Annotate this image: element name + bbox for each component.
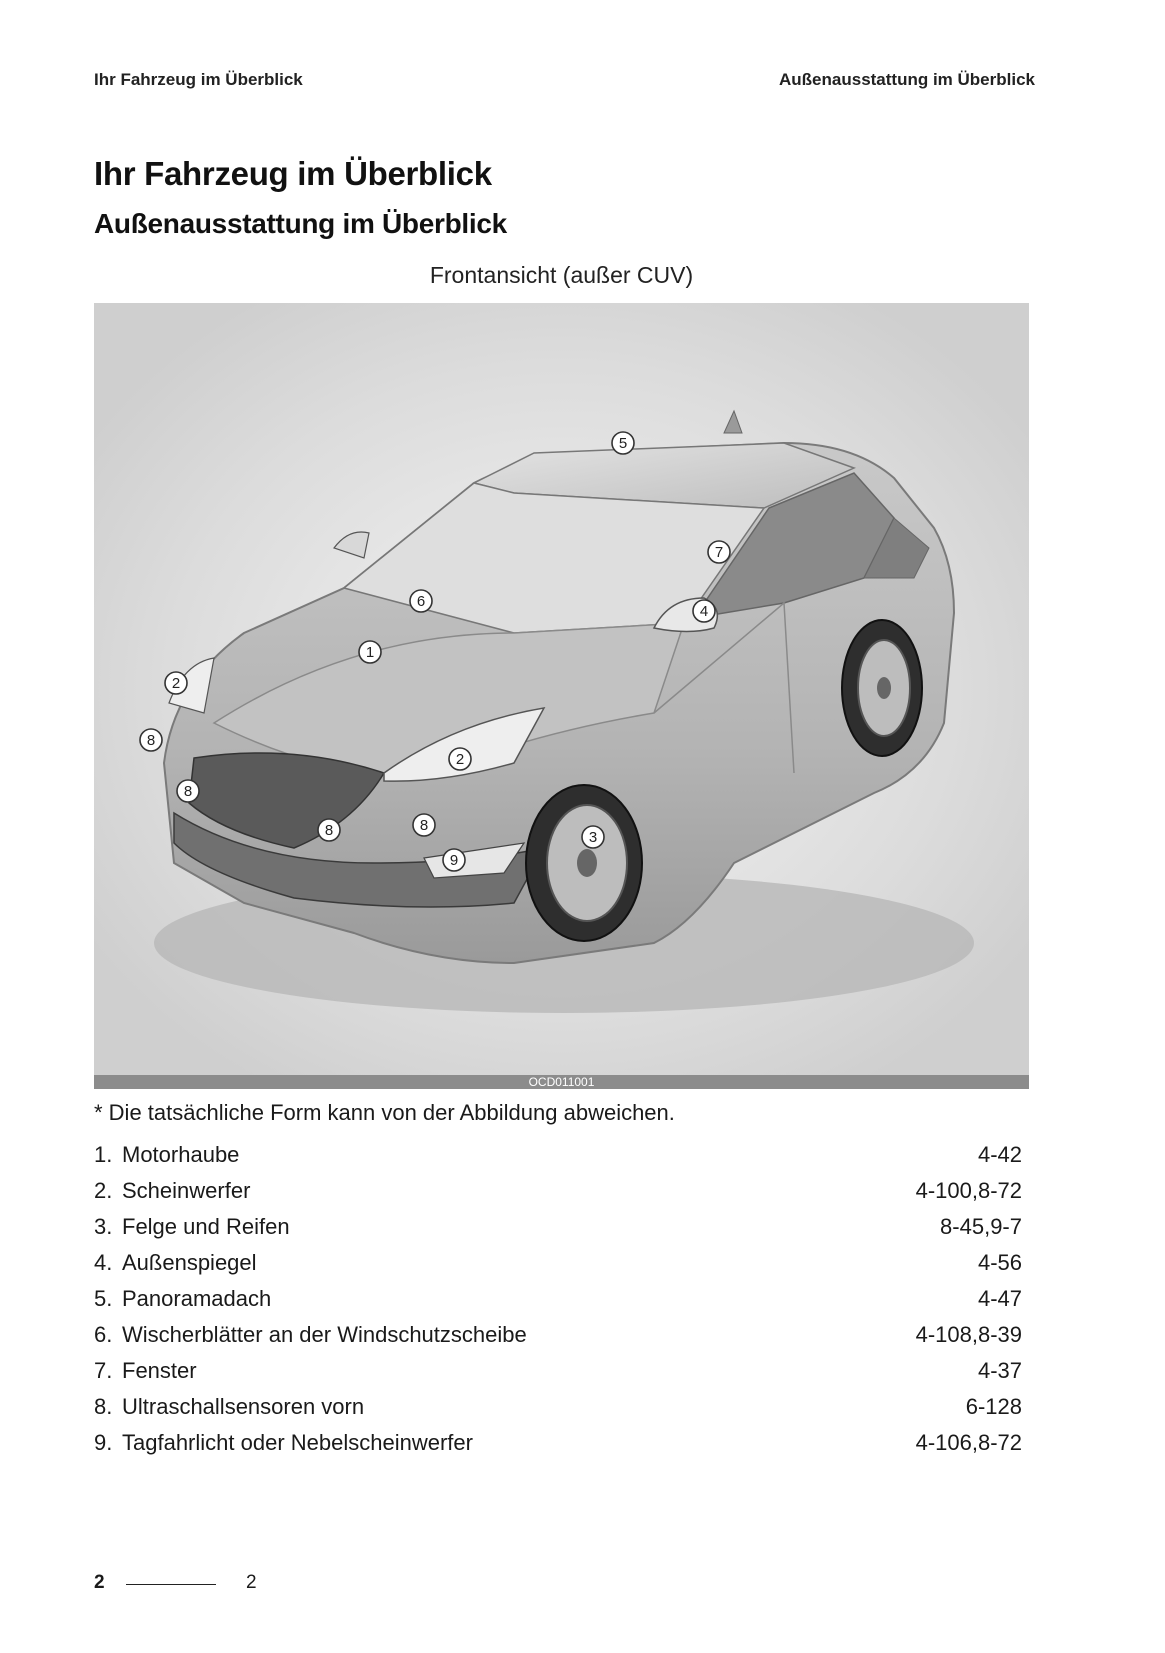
- callout-2-front: [449, 748, 471, 770]
- car-drawing: [94, 303, 1029, 1078]
- legend-item: [94, 1317, 1022, 1353]
- figure-code-bar: [94, 1075, 1029, 1089]
- legend-item: [94, 1209, 1022, 1245]
- legend-item: [94, 1281, 1022, 1317]
- footer-rule: [126, 1584, 216, 1585]
- vehicle-illustration: [94, 303, 1029, 1078]
- svg-text:8: 8: [146, 732, 156, 749]
- svg-text:3: 3: [588, 829, 598, 846]
- item-number: 5.: [94, 1286, 113, 1311]
- item-page-ref: 4-108,8-39: [915, 1322, 1022, 1347]
- svg-text:2: 2: [455, 751, 465, 768]
- item-label: Wischerblätter an der Windschutzscheibe: [122, 1322, 527, 1347]
- running-header-section: Außenausstattung im Überblick: [779, 70, 1035, 89]
- running-header: [94, 70, 1035, 94]
- item-page-ref: 8-45,9-7: [940, 1214, 1022, 1239]
- item-number: 9.: [94, 1430, 113, 1455]
- page-footer: [94, 1572, 294, 1598]
- item-number: 2.: [94, 1178, 113, 1203]
- page-number: 2: [94, 1572, 105, 1593]
- running-header-chapter: Ihr Fahrzeug im Überblick: [94, 70, 303, 89]
- parts-legend: [94, 1137, 1022, 1461]
- callout-7: [708, 541, 730, 563]
- svg-text:9: 9: [449, 852, 459, 869]
- callout-6: [410, 590, 432, 612]
- legend-item: [94, 1137, 1022, 1173]
- disclaimer-note: * Die tatsächliche Form kann von der Abbildung abweichen.: [94, 1100, 675, 1125]
- svg-text:1: 1: [365, 644, 375, 661]
- item-label: Panoramadach: [122, 1286, 272, 1311]
- view-label: Frontansicht (außer CUV): [429, 262, 694, 288]
- svg-text:5: 5: [618, 435, 628, 452]
- item-number: 7.: [94, 1358, 113, 1383]
- page-subtitle: Außenausstattung im Überblick: [94, 208, 507, 239]
- svg-text:8: 8: [419, 817, 429, 834]
- item-number: 6.: [94, 1322, 113, 1347]
- item-label: Scheinwerfer: [122, 1178, 251, 1203]
- item-page-ref: 4-42: [977, 1142, 1022, 1167]
- item-page-ref: 4-56: [977, 1250, 1022, 1275]
- item-number: 1.: [94, 1142, 113, 1167]
- item-label: Fenster: [122, 1358, 197, 1383]
- legend-item: [94, 1389, 1022, 1425]
- figure-code: OCD011001: [528, 1075, 595, 1089]
- item-number: 4.: [94, 1250, 113, 1275]
- item-page-ref: 4-47: [977, 1286, 1022, 1311]
- page-title: Ihr Fahrzeug im Überblick: [94, 155, 492, 192]
- item-page-ref: 4-100,8-72: [915, 1178, 1022, 1203]
- svg-text:8: 8: [183, 783, 193, 800]
- callout-4: [693, 600, 715, 622]
- svg-text:2: 2: [171, 675, 181, 692]
- section-number: 2: [246, 1572, 257, 1593]
- callout-3: [582, 826, 604, 848]
- item-label: Motorhaube: [122, 1142, 240, 1167]
- item-label: Tagfahrlicht oder Nebelscheinwerfer: [122, 1430, 473, 1455]
- item-label: Felge und Reifen: [122, 1214, 290, 1239]
- callout-8-side: [140, 729, 162, 751]
- item-page-ref: 4-106,8-72: [915, 1430, 1022, 1455]
- legend-item: [94, 1173, 1022, 1209]
- item-page-ref: 6-128: [965, 1394, 1022, 1419]
- item-label: Ultraschallsensoren vorn: [122, 1394, 365, 1419]
- item-label: Außenspiegel: [122, 1250, 257, 1275]
- callout-8-right: [413, 814, 435, 836]
- callout-9: [443, 849, 465, 871]
- item-page-ref: 4-37: [977, 1358, 1022, 1383]
- legend-item: [94, 1245, 1022, 1281]
- svg-text:8: 8: [324, 822, 334, 839]
- callout-8-left: [177, 780, 199, 802]
- callout-8-center: [318, 819, 340, 841]
- item-number: 3.: [94, 1214, 113, 1239]
- callout-5: [612, 432, 634, 454]
- callout-2-left: [165, 672, 187, 694]
- svg-text:4: 4: [699, 603, 709, 620]
- svg-text:6: 6: [416, 593, 426, 610]
- legend-item: [94, 1353, 1022, 1389]
- svg-text:7: 7: [714, 544, 724, 561]
- item-number: 8.: [94, 1394, 113, 1419]
- callout-1: [359, 641, 381, 663]
- legend-item: [94, 1425, 1022, 1461]
